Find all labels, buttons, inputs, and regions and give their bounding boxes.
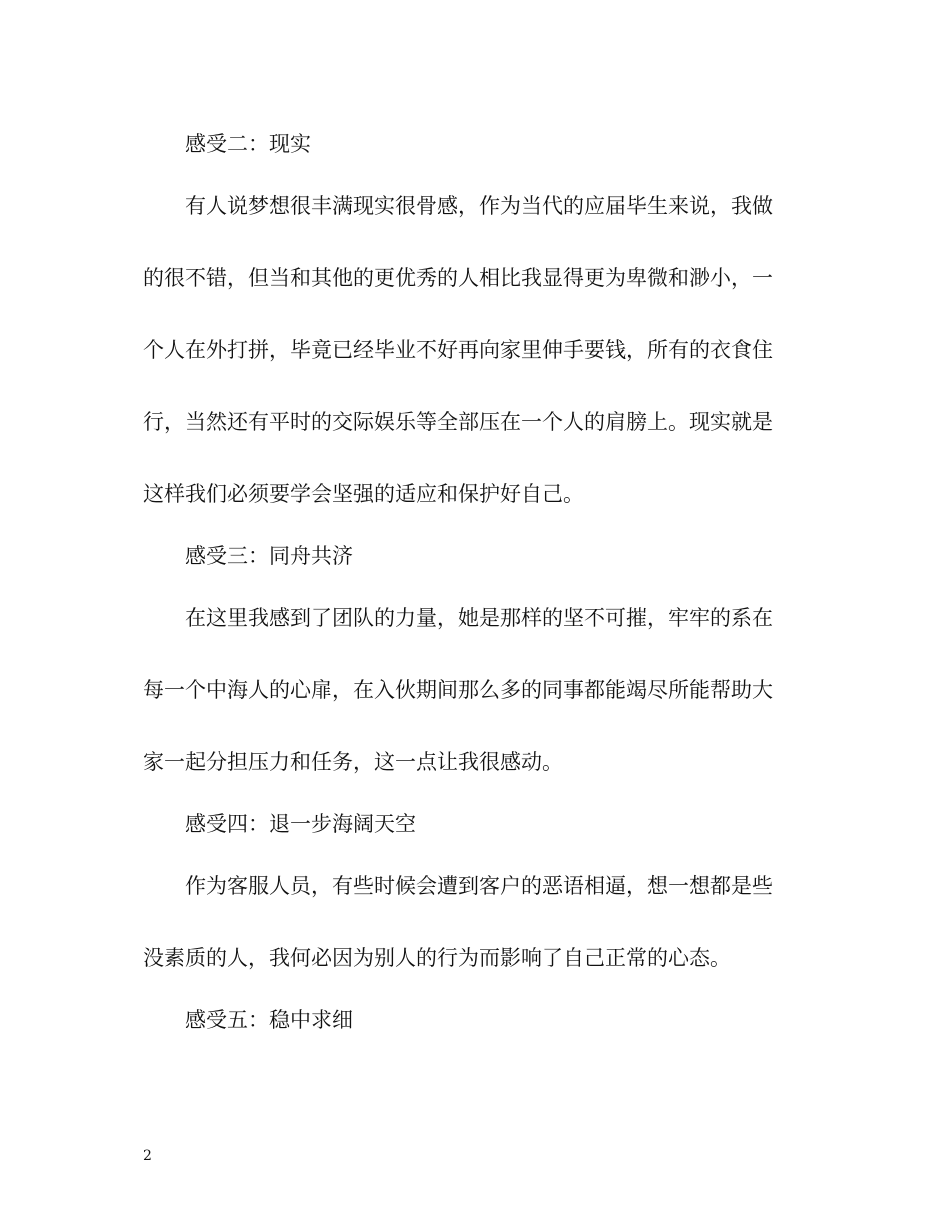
- paragraph-line: 个人在外打拼，毕竟已经毕业不好再向家里伸手要钱，所有的衣食住: [143, 338, 773, 362]
- paragraph-line: 有人说梦想很丰满现实很骨感，作为当代的应届毕生来说，我做: [185, 194, 773, 218]
- paragraph-line: 家一起分担压力和任务，这一点让我很感动。: [143, 750, 563, 774]
- paragraph-line: 行，当然还有平时的交际娱乐等全部压在一个人的肩膀上。现实就是: [143, 410, 773, 434]
- heading-feeling-five: 感受五：稳中求细: [185, 1008, 353, 1032]
- paragraph-line: 的很不错，但当和其他的更优秀的人相比我显得更为卑微和渺小，一: [143, 266, 773, 290]
- heading-feeling-four: 感受四：退一步海阔天空: [185, 812, 416, 836]
- paragraph-line: 没素质的人，我何必因为别人的行为而影响了自己正常的心态。: [143, 946, 731, 970]
- paragraph-line: 作为客服人员，有些时候会遭到客户的恶语相逼，想一想都是些: [185, 874, 773, 898]
- paragraph-line: 每一个中海人的心扉，在入伙期间那么多的同事都能竭尽所能帮助大: [143, 678, 773, 702]
- heading-feeling-three: 感受三：同舟共济: [185, 544, 353, 568]
- heading-feeling-two: 感受二：现实: [185, 132, 311, 156]
- page-number: 2: [143, 1148, 152, 1164]
- paragraph-line: 这样我们必须要学会坚强的适应和保护好自己。: [143, 482, 584, 506]
- paragraph-line: 在这里我感到了团队的力量，她是那样的坚不可摧，牢牢的系在: [185, 606, 773, 630]
